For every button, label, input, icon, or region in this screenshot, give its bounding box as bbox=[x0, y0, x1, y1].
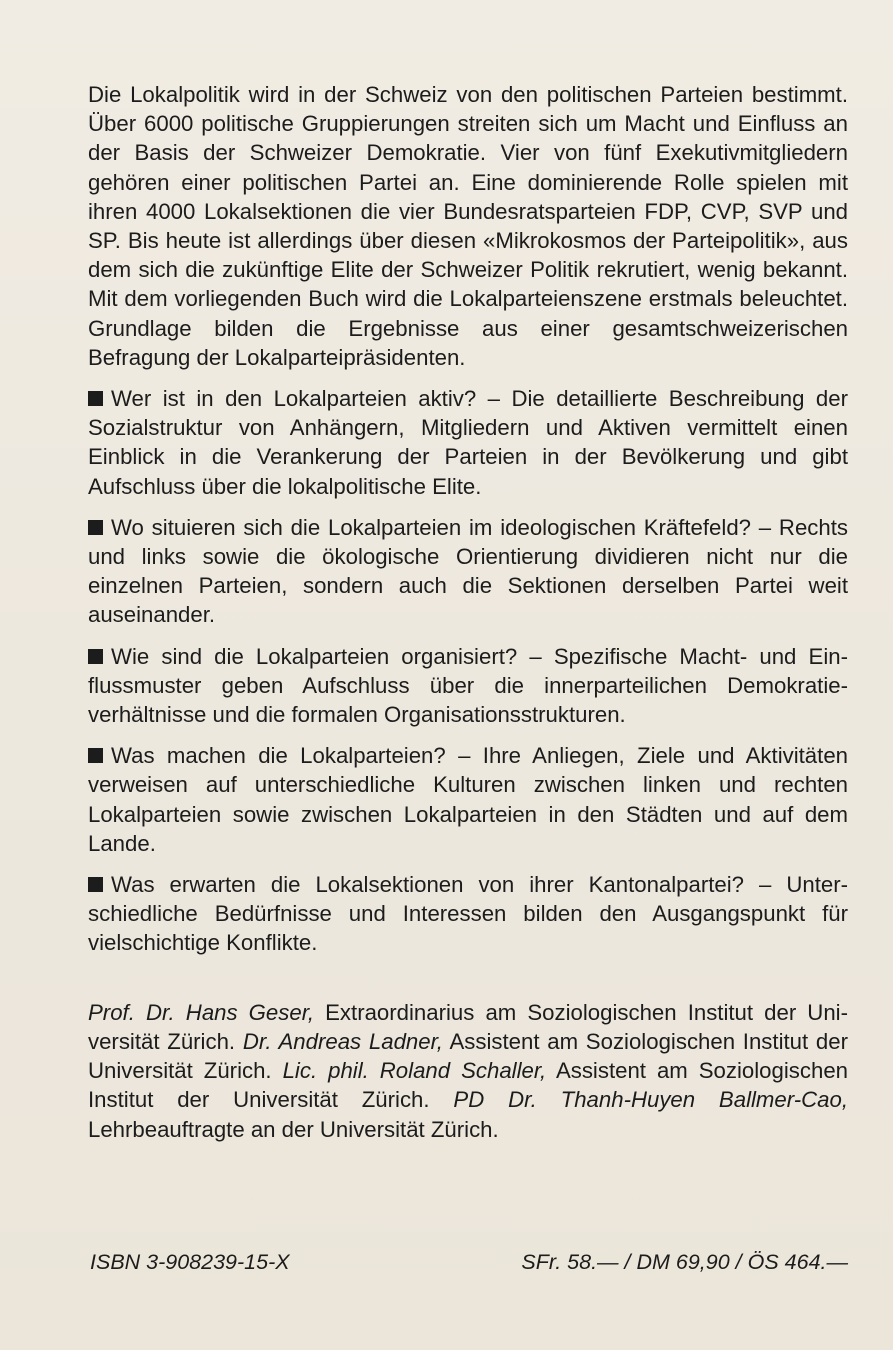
section-paragraph-3 bbox=[88, 642, 848, 730]
square-bullet-icon bbox=[88, 391, 103, 406]
author-name: Prof. Dr. Hans Geser, bbox=[88, 999, 315, 1025]
square-bullet-icon bbox=[88, 877, 103, 892]
square-bullet-icon bbox=[88, 520, 103, 535]
section-paragraph-2 bbox=[88, 513, 848, 630]
intro-paragraph: Die Lokalpolitik wird in der Schweiz von den politischen Parteien bestimmt. Über 6000 politische Gruppierungen streiten sich um Macht und Einfluss an der Basis der Schweizer Demokratie. Vier von fünf Exekutivmitgliedern gehören einer politischen Partei an. Eine dominierende Rolle spielen mit ihren 4000 Lokalsektionen die vier Bundesratsparteien FDP, CVP, SVP und SP. Bis heute ist allerdings über diesen «Mikrokosmos der Parteipolitik», aus dem sich die zukünftige Elite der Schweizer Politik rekrutiert, wenig bekannt. Mit dem vorliegenden Buch wird die Lokalparteienszene erstmals beleuchtet. Grundlage bilden die Ergebnisse aus einer gesamtschweizerischen Befragung der Lokalparteipräsidenten. bbox=[88, 82, 848, 370]
section-paragraph-1 bbox=[88, 384, 848, 501]
author-name: Dr. Andreas Ladner, bbox=[242, 1028, 443, 1054]
author-role: Assistent am Soziologischen Institut der Universität Zürich. bbox=[88, 1058, 848, 1113]
blurb-text bbox=[88, 80, 848, 1156]
author-role: Lehrbeauftragte an der Universität Zürich. bbox=[88, 1116, 499, 1142]
section-paragraph-5 bbox=[88, 870, 848, 958]
square-bullet-icon bbox=[88, 649, 103, 664]
author-bios bbox=[88, 998, 848, 1144]
section-text: Was erwarten die Lokalsektionen von ihrer Kantonalpartei? – Unterschiedliche Bedürfnisse und Interessen bilden den Ausgangspunkt für vielschichtige Konflikte. bbox=[88, 872, 848, 956]
author-role: Assistent am Soziologischen Institut der Universität Zürich. bbox=[88, 1028, 848, 1084]
footer bbox=[90, 1247, 848, 1277]
section-text: Was machen die Lokalparteien? – Ihre Anliegen, Ziele und Aktivitäten verweisen auf unterschiedliche Kulturen zwischen linken und rechten Lokalparteien sowie zwischen Lokalparteien in den Städten und auf dem Lande. bbox=[88, 743, 848, 856]
section-text: Wie sind die Lokalparteien organisiert? – Spezifische Macht- und Einflussmuster geben Aufschluss über die innerparteilichen Demokratieverhältnisse und die formalen Organisationsstrukturen. bbox=[88, 643, 848, 728]
price: SFr. 58.— / DM 69,90 / ÖS 464.— bbox=[521, 1250, 848, 1274]
author-role: Extraordinarius am Soziologischen Institut der Universität Zürich. bbox=[88, 999, 848, 1054]
isbn: ISBN 3-908239-15-X bbox=[90, 1250, 290, 1274]
square-bullet-icon bbox=[88, 748, 103, 763]
section-text: Wer ist in den Lokalparteien aktiv? – Die detaillierte Beschreibung der Sozialstruktur von Anhängern, Mitgliedern und Aktiven vermittelt einen Einblick in die Verankerung der Parteien in der Bevölkerung und gibt Aufschluss über die lokalpolitische Elite. bbox=[88, 386, 848, 499]
author-name: PD Dr. Thanh-Huyen Ballmer-Cao, bbox=[453, 1087, 848, 1113]
author-name: Lic. phil. Roland Schaller, bbox=[282, 1058, 547, 1084]
section-text: Wo situieren sich die Lokalparteien im ideologischen Kräftefeld? – Rechts und links sowie die ökologische Orientierung dividieren nicht nur die einzelnen Parteien, sondern auch die Sektionen derselben Partei weit auseinander. bbox=[88, 514, 848, 628]
section-paragraph-4 bbox=[88, 741, 848, 858]
